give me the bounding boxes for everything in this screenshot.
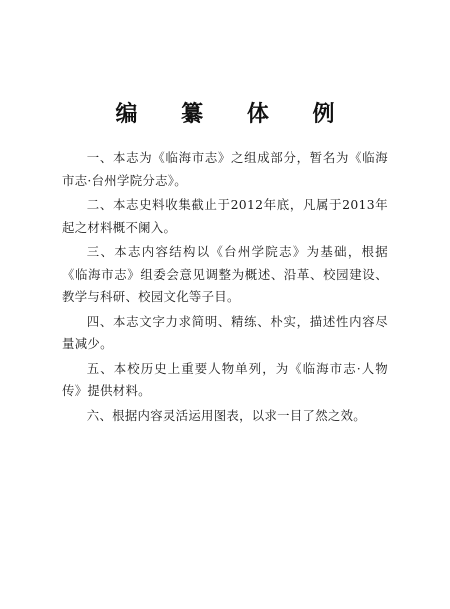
paragraph-6: 六、根据内容灵活运用图表，以求一目了然之效。 [86, 407, 366, 423]
paragraph-2: 二、本志史料收集截止于2012年底，凡属于2013年起之材料概不阑入。 [62, 197, 388, 235]
paragraph-3: 三、本志内容结构以《台州学院志》为基础，根据《临海市志》组委会意见调整为概述、沿革、校园建设、教学与科研、校园文化等子目。 [62, 244, 388, 304]
paragraph-5: 五、本校历史上重要人物单列，为《临海市志·人物传》提供材料。 [62, 360, 388, 398]
paragraph-1: 一、本志为《临海市志》之组成部分，暂名为《临海市志·台州学院分志》。 [62, 150, 388, 188]
paragraph-4: 四、本志文字力求简明、精练、朴实，描述性内容尽量减少。 [62, 313, 388, 351]
page-title: 编 纂 体 例 [115, 102, 353, 127]
document-body [62, 147, 388, 429]
